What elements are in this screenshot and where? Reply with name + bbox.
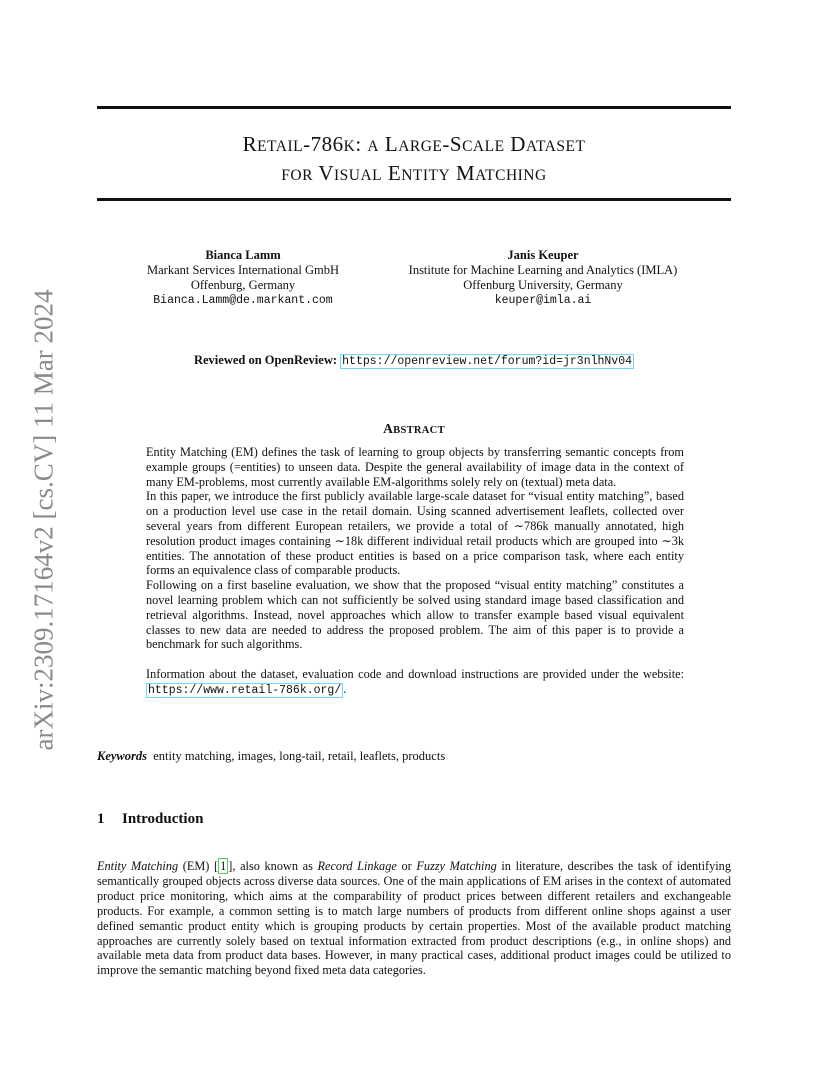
author-email[interactable]: keuper@imla.ai <box>494 294 592 307</box>
em-abbr: (EM) <box>178 859 215 873</box>
author-name: Bianca Lamm <box>205 248 281 262</box>
abstract-heading-rest: BSTRACT <box>393 425 445 436</box>
arxiv-identifier: arXiv:2309.17164v2 [cs.CV] 11 Mar 2024 <box>28 289 59 751</box>
abstract-paragraph: In this paper, we introduce the first publicly available large-scale dataset for “visual entity matching”, based on a production level use case in the retail domain. Using scanned advertisement leaflets, collected over several years from different European retailers, we provide a total of ∼786k manually annotated, high resolution product images containing ∼18k different individual retail products which are grouped into ∼3k entities. The annotation of these product entities is based on a price comparison task, where each entity forms an equivalence class of comparable products. <box>146 489 684 578</box>
cite-bracket: ] <box>228 859 233 873</box>
intro-text: or <box>396 859 417 873</box>
section-title: Introduction <box>122 811 204 827</box>
title-segment: -786 <box>303 132 344 156</box>
title-capital: D <box>510 132 526 156</box>
title-capital: E <box>387 161 402 185</box>
title-capital: L <box>384 132 399 156</box>
title-line-1 <box>97 131 731 160</box>
abstract-body <box>146 445 684 699</box>
author-affiliation: Institute for Machine Learning and Analytics (IMLA) <box>408 263 678 277</box>
fuzzy-matching-term: Fuzzy Matching <box>416 859 497 873</box>
introduction-paragraph <box>97 859 731 978</box>
cite-number: 1 <box>220 859 227 873</box>
title-capital: R <box>242 132 258 156</box>
title-small-caps: NTITY <box>401 167 451 184</box>
author-location: Offenburg, Germany <box>190 278 296 292</box>
review-line <box>97 353 731 368</box>
title-small-caps: ATCHING <box>475 167 547 184</box>
title-small-caps: K <box>343 138 356 155</box>
author-affiliation: Markant Services International GmbH <box>147 263 339 277</box>
abstract-paragraph: Entity Matching (EM) defines the task of learning to group objects by transferring semantic concepts from example groups (=entities) to unseen data. Despite the general availability of image data in the context of many EM-problems, most currently available EM-algorithms solely rely on (textual) meta data. <box>146 445 684 489</box>
title-top-rule <box>97 106 731 109</box>
title-line-2 <box>97 160 731 189</box>
abstract-period: . <box>343 681 347 696</box>
title-segment: - <box>442 132 450 156</box>
section-heading <box>97 811 203 828</box>
intro-text: in literature, describes the task of identifying semantically grouped objects across diverse data sources. One of the main applications of EM arises in the context of automated product price monitoring, which aims at the comparability of product prices between different retailers and exchangeable products. For example, a common setting is to match large numbers of products from different online shops against a user defined semantic product entity which is grouping products by certain properties. Most of the available product matching approaches are currently solely based on textual information extracted from product descriptions (e.g., in online shops) and available meta data from product data bases. However, in many practical cases, additional product images could be utilized to improve the semantic matching beyond fixed meta data categories. <box>97 859 731 978</box>
author-location: Offenburg University, Germany <box>463 278 623 292</box>
keywords-line <box>97 749 445 764</box>
em-term: Entity Matching <box>97 859 179 873</box>
title-bottom-rule <box>97 198 731 201</box>
citation-link[interactable] <box>214 858 232 874</box>
keywords-text: entity matching, images, long-tail, retail, leaflets, products <box>153 749 446 763</box>
title-segment: : <box>355 132 368 156</box>
cite-bracket: [ <box>214 859 219 873</box>
title-small-caps: A <box>367 138 380 155</box>
paper-title <box>97 131 731 189</box>
title-capital: S <box>449 132 463 156</box>
author-block-2 <box>388 248 698 308</box>
abstract-heading-cap: A <box>383 421 394 436</box>
title-small-caps: ETAIL <box>257 138 304 155</box>
section-number: 1 <box>97 811 105 827</box>
abstract-paragraph: Following on a first baseline evaluation, we show that the proposed “visual entity matching” constitutes a novel learning problem which can not sufficiently be solved using standard image based classification and retrieval algorithms. Instead, novel approaches which allow to transfer example based visual equivalent classes to new data are needed to address the proposed problem. The aim of this paper is to provide a benchmark for such algorithms. <box>146 578 684 652</box>
abstract-heading <box>97 421 731 437</box>
author-block-1 <box>120 248 366 308</box>
title-capital: V <box>318 161 334 185</box>
abstract-website-text: Information about the dataset, evaluation code and download instructions are provided under the website: <box>146 667 684 682</box>
author-name: Janis Keuper <box>507 248 579 262</box>
review-label: Reviewed on OpenReview: <box>193 353 338 367</box>
openreview-link[interactable]: https://openreview.net/forum?id=jr3nlhNv04 <box>342 355 633 368</box>
title-small-caps: ARGE <box>398 138 443 155</box>
abstract-paragraph <box>146 667 684 699</box>
intro-text: , also known as <box>232 859 318 873</box>
website-link[interactable]: https://www.retail-786k.org/ <box>148 683 342 697</box>
title-small-caps: ISUAL <box>334 167 383 184</box>
title-small-caps: FOR <box>281 167 313 184</box>
title-capital: M <box>455 161 476 185</box>
title-small-caps: ATASET <box>525 138 586 155</box>
author-email[interactable]: Bianca.Lamm@de.markant.com <box>153 294 333 307</box>
title-small-caps: CALE <box>462 138 505 155</box>
record-linkage-term: Record Linkage <box>317 859 397 873</box>
keywords-label: Keywords <box>97 749 147 763</box>
